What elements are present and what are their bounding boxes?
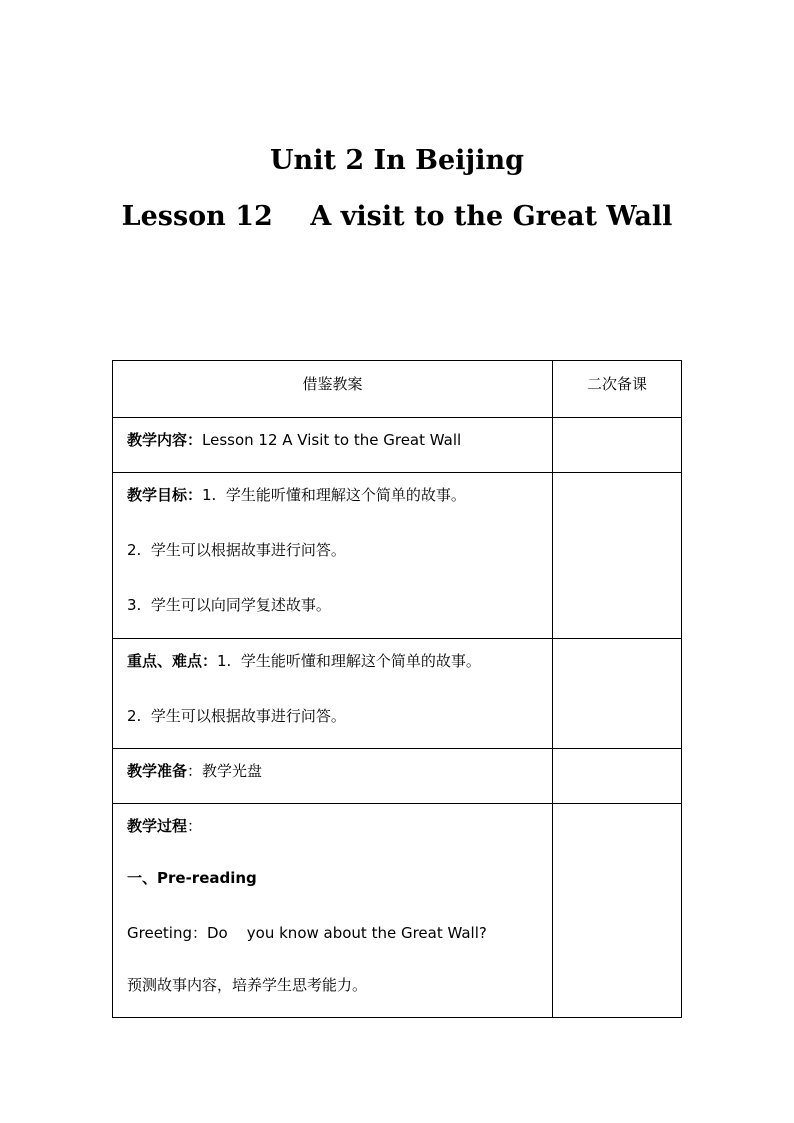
content-side-cell	[553, 418, 682, 473]
key-points-side-cell	[553, 639, 682, 749]
content-label: 教学内容：	[127, 431, 203, 449]
table-row-key-points	[113, 639, 682, 749]
goals-label: 教学目标：	[127, 486, 203, 504]
process-side-cell	[553, 804, 682, 1018]
key-points-line-1: 1. 学生能听懂和理解这个简单的故事。	[217, 652, 481, 670]
process-greeting: Greeting：Do you know about the Great Wall?	[127, 924, 487, 942]
table-row-content	[113, 418, 682, 473]
goals-line-1: 1. 学生能听懂和理解这个简单的故事。	[202, 486, 466, 504]
goals-line-2: 2. 学生可以根据故事进行问答。	[127, 541, 346, 559]
table-row-goals	[113, 473, 682, 639]
page-subtitle: Lesson 12 A visit to the Great Wall	[121, 201, 673, 232]
table-row-preparation	[113, 749, 682, 804]
preparation-text: ：教学光盘	[187, 762, 263, 780]
header-side-cell: 二次备课	[553, 361, 682, 418]
goals-line-3: 3. 学生可以向同学复述故事。	[127, 596, 331, 614]
table-header-row	[113, 361, 682, 418]
goals-cell	[113, 473, 553, 639]
table-row-process	[113, 804, 682, 1018]
lesson-plan-table	[112, 360, 682, 1018]
process-cell	[113, 804, 553, 1018]
preparation-cell	[113, 749, 553, 804]
content-cell	[113, 418, 553, 473]
preparation-side-cell	[553, 749, 682, 804]
process-label: 教学过程	[127, 817, 188, 835]
process-section-heading: 一、Pre-reading	[127, 869, 257, 887]
key-points-line-2: 2. 学生可以根据故事进行问答。	[127, 707, 346, 725]
header-main-cell: 借鉴教案	[113, 361, 553, 418]
page-title: Unit 2 In Beijing	[270, 145, 524, 176]
goals-side-cell	[553, 473, 682, 639]
key-points-label: 重点、难点：	[127, 652, 218, 670]
process-label-suffix: ：	[187, 817, 203, 835]
key-points-cell	[113, 639, 553, 749]
preparation-label: 教学准备	[127, 762, 188, 780]
content-text: Lesson 12 A Visit to the Great Wall	[202, 431, 462, 449]
process-predict: 预测故事内容，培养学生思考能力。	[127, 976, 368, 994]
